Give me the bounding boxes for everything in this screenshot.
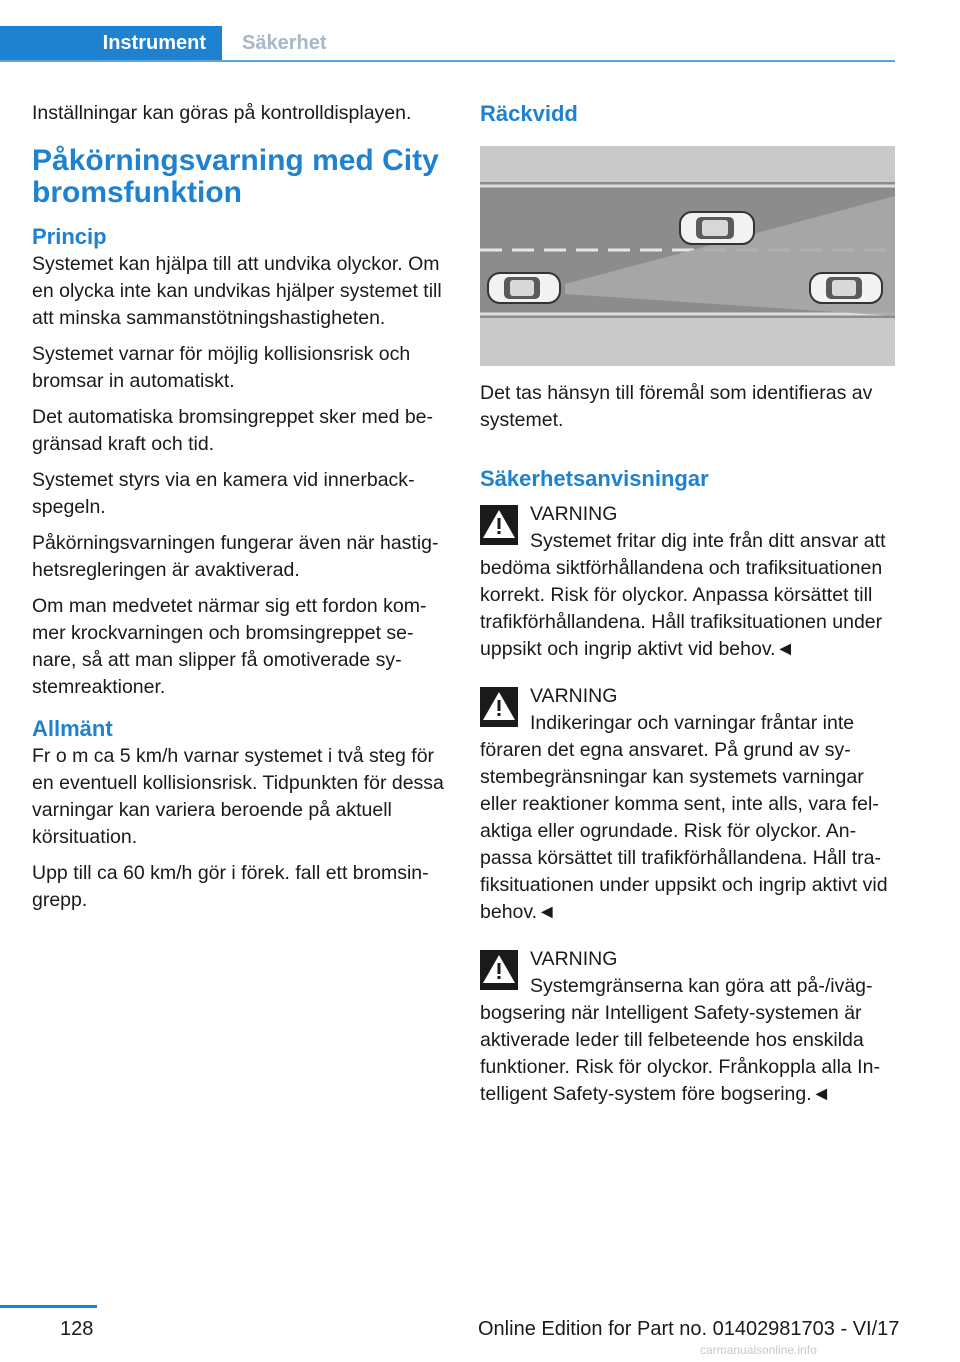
edition-text: Online Edition for Part no. 01402981703 - VI/17 — [478, 1318, 900, 1340]
range-illustration — [480, 146, 895, 366]
principle-paragraph: Påkörningsvarningen fungerar även när hastighetsregleringen är avaktiverad. — [32, 532, 439, 581]
warning-line1: Systemgränserna kan göra att på-/iväg- — [530, 975, 873, 997]
warning-line1: Systemet fritar dig inte från ditt ansvar att — [530, 530, 886, 552]
car-ahead — [810, 273, 882, 303]
car-top — [680, 212, 754, 244]
principle-heading: Princip — [32, 224, 107, 249]
warning-text — [480, 528, 895, 663]
range-heading: Räckvidd — [480, 101, 578, 126]
page-number: 128 — [60, 1318, 94, 1340]
warning-title: VARNING — [530, 685, 618, 707]
principle-paragraph: Systemet varnar för möjlig kollisionsrisk och bromsar in automatiskt. — [32, 343, 411, 392]
general-paragraph: Upp till ca 60 km/h gör i förek. fall ett bromsingrepp. — [32, 862, 429, 911]
intro-text: Inställningar kan göras på kontrolldisplayen. — [32, 102, 412, 124]
warning-triangle-icon — [480, 950, 518, 990]
warning-rest: bedöma siktförhållandena och trafiksituationen korrekt. Risk för olyckor. Anpassa körsättet till trafikförhållandena. Håll trafiksituationen under uppsikt och ingrip aktivt vid behov.◄ — [480, 557, 883, 660]
general-heading: Allmänt — [32, 716, 113, 741]
warning-triangle-icon — [480, 505, 518, 545]
warning-block — [480, 946, 895, 1108]
warning-line1: Indikeringar och varningar fråntar inte — [530, 712, 855, 734]
general-paragraph: Fr o m ca 5 km/h varnar systemet i två steg för en eventuell kollisionsrisk. Tidpunkten för dessa varningar kan variera beroende på aktuell körsituation. — [32, 745, 444, 848]
section-title: Påkörningsvarning med City bromsfunktion — [32, 144, 439, 209]
warning-rest: föraren det egna ansvaret. På grund av systembegränsningar kan systemets varningar eller reaktioner komma sent, inte alls, vara felaktiga eller ogrundade. Risk för olyckor. Anpassa körsättet till trafikförhållandena. Håll trafiksituationen under uppsikt och ingrip aktivt vid behov.◄ — [480, 739, 888, 923]
watermark: carmanualsonline.info — [700, 1343, 817, 1357]
warning-text — [480, 973, 895, 1108]
principle-paragraph: Det automatiska bromsingreppet sker med begränsad kraft och tid. — [32, 406, 434, 455]
principle-paragraph: Systemet kan hjälpa till att undvika olyckor. Om en olycka inte kan undvikas hjälper systemet till att minska sammanstötningshastigheten. — [32, 253, 442, 329]
principle-paragraph: Om man medvetet närmar sig ett fordon kommer krockvarningen och bromsingreppet senare, så att man slipper få omotiverade systemreaktioner. — [32, 595, 427, 698]
warning-block — [480, 683, 895, 926]
right-column — [480, 100, 895, 1122]
tab-sakerhet[interactable]: Säkerhet — [242, 31, 327, 54]
safety-heading: Säkerhetsanvisningar — [480, 466, 709, 491]
header-divider — [0, 60, 895, 62]
warning-title: VARNING — [530, 948, 618, 970]
warning-block — [480, 501, 895, 663]
tab-instrument[interactable]: Instrument — [0, 26, 222, 60]
range-text: Det tas hänsyn till föremål som identifieras av systemet. — [480, 382, 873, 431]
footer-divider — [0, 1305, 97, 1308]
warning-rest: bogsering när Intelligent Safety-systemen är aktiverade leder till felbeteende hos enskilda funktioner. Risk för olyckor. Frånkoppla alla Intelligent Safety-system före bogsering.◄ — [480, 1002, 880, 1105]
left-column — [32, 100, 447, 923]
warning-text — [480, 710, 895, 926]
warning-triangle-icon — [480, 687, 518, 727]
warning-title: VARNING — [530, 503, 618, 525]
principle-paragraph: Systemet styrs via en kamera vid innerbackspegeln. — [32, 469, 415, 518]
page-header — [0, 0, 960, 62]
car-ego — [488, 273, 560, 303]
